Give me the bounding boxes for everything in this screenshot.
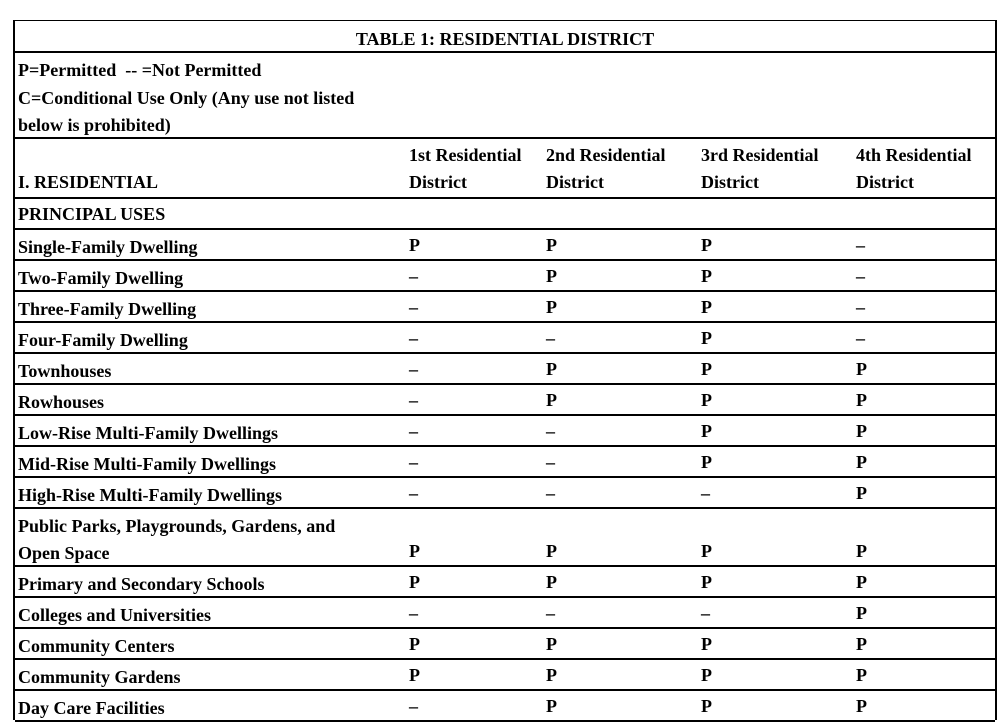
permission-cell: P	[409, 634, 420, 654]
table-row	[15, 660, 995, 691]
permission-cell: P	[856, 452, 867, 472]
permission-cell: P	[856, 603, 867, 623]
permission-cell: P	[701, 421, 712, 441]
permission-cell: –	[409, 603, 418, 623]
permission-cell: P	[546, 665, 557, 685]
permission-cell: P	[856, 665, 867, 685]
table-row	[15, 447, 995, 478]
permission-cell: –	[409, 328, 418, 348]
group-row-principal-uses	[15, 199, 995, 230]
table-row	[15, 261, 995, 292]
table-row	[15, 230, 995, 261]
legend-row	[15, 53, 995, 139]
permission-cell: –	[701, 603, 710, 623]
residential-district-table	[13, 20, 997, 720]
permission-cell: P	[409, 665, 420, 685]
permission-cell: P	[546, 266, 557, 286]
use-label: Day Care Facilities	[18, 698, 165, 718]
permission-cell: –	[856, 328, 865, 348]
permission-cell: –	[546, 421, 555, 441]
column-header-2nd-district-line2: District	[546, 172, 604, 192]
permission-cell: P	[546, 696, 557, 716]
column-header-4th-district-line2: District	[856, 172, 914, 192]
permission-cell: –	[409, 359, 418, 379]
permission-cell: P	[546, 541, 557, 561]
permission-cell: P	[701, 572, 712, 592]
table-row	[15, 478, 995, 509]
permission-cell: P	[856, 390, 867, 410]
permission-cell: P	[856, 359, 867, 379]
permission-cell: –	[409, 266, 418, 286]
permission-cell: –	[546, 483, 555, 503]
permission-cell: P	[701, 452, 712, 472]
permission-cell: –	[546, 603, 555, 623]
use-label: Four-Family Dwelling	[18, 330, 188, 350]
use-label: Single-Family Dwelling	[18, 237, 198, 257]
permission-cell: P	[546, 359, 557, 379]
use-label: Community Centers	[18, 636, 175, 656]
permission-cell: P	[546, 572, 557, 592]
use-label: Rowhouses	[18, 392, 105, 412]
use-label: Public Parks, Playgrounds, Gardens, and Open Space	[18, 516, 336, 563]
table-row	[15, 567, 995, 598]
table-row	[15, 691, 995, 722]
permission-cell: P	[701, 359, 712, 379]
use-label: Two-Family Dwelling	[18, 268, 184, 288]
table-row	[15, 292, 995, 323]
permission-cell: P	[701, 297, 712, 317]
permission-cell: P	[409, 541, 420, 561]
permission-cell: P	[856, 541, 867, 561]
column-header-3rd-district-line1: 3rd Residential	[701, 145, 819, 165]
permission-cell: –	[856, 235, 865, 255]
legend-line-conditional: C=Conditional Use Only (Any use not listed	[18, 88, 355, 108]
table-row	[15, 416, 995, 447]
permission-cell: P	[546, 634, 557, 654]
permission-cell: P	[856, 572, 867, 592]
permission-cell: –	[546, 328, 555, 348]
permission-cell: –	[409, 696, 418, 716]
permission-cell: P	[546, 235, 557, 255]
use-label: Three-Family Dwelling	[18, 299, 197, 319]
permission-cell: P	[546, 297, 557, 317]
permission-cell: P	[856, 696, 867, 716]
group-label: PRINCIPAL USES	[18, 204, 166, 224]
permission-cell: –	[409, 483, 418, 503]
permission-cell: P	[701, 634, 712, 654]
permission-cell: –	[856, 297, 865, 317]
legend-line-prohibited: below is prohibited)	[18, 115, 171, 135]
column-header-4th-district-line1: 4th Residential	[856, 145, 972, 165]
legend-line-permitted: P=Permitted -- =Not Permitted	[18, 60, 262, 80]
table-row	[15, 598, 995, 629]
permission-cell: P	[701, 328, 712, 348]
permission-cell: –	[409, 297, 418, 317]
section-heading: I. RESIDENTIAL	[18, 172, 159, 192]
use-label: Colleges and Universities	[18, 605, 211, 625]
permission-cell: P	[701, 390, 712, 410]
permission-cell: P	[856, 634, 867, 654]
permission-cell: P	[856, 483, 867, 503]
table-row	[15, 354, 995, 385]
column-header-1st-district-line1: 1st Residential	[409, 145, 522, 165]
permission-cell: P	[701, 266, 712, 286]
table-row	[15, 509, 995, 567]
table-row	[15, 629, 995, 660]
table-row	[15, 385, 995, 416]
use-label: Mid-Rise Multi-Family Dwellings	[18, 454, 276, 474]
column-header-3rd-district-line2: District	[701, 172, 759, 192]
table-title-row	[15, 21, 995, 53]
permission-cell: P	[701, 665, 712, 685]
permission-cell: –	[409, 421, 418, 441]
column-header-row	[15, 139, 995, 199]
permission-cell: P	[701, 235, 712, 255]
permission-cell: P	[546, 390, 557, 410]
use-label: Low-Rise Multi-Family Dwellings	[18, 423, 278, 443]
table-title: TABLE 1: RESIDENTIAL DISTRICT	[355, 29, 655, 49]
use-label: Primary and Secondary Schools	[18, 574, 265, 594]
use-label: High-Rise Multi-Family Dwellings	[18, 485, 282, 505]
permission-cell: P	[409, 235, 420, 255]
permission-cell: P	[701, 696, 712, 716]
table-row	[15, 323, 995, 354]
permission-cell: P	[409, 572, 420, 592]
permission-cell: P	[856, 421, 867, 441]
permission-cell: –	[546, 452, 555, 472]
permission-cell: –	[409, 452, 418, 472]
permission-cell: P	[701, 541, 712, 561]
column-header-2nd-district-line1: 2nd Residential	[546, 145, 666, 165]
column-header-1st-district-line2: District	[409, 172, 467, 192]
use-label: Townhouses	[18, 361, 112, 381]
permission-cell: –	[701, 483, 710, 503]
permission-cell: –	[409, 390, 418, 410]
permission-cell: –	[856, 266, 865, 286]
use-label: Community Gardens	[18, 667, 181, 687]
